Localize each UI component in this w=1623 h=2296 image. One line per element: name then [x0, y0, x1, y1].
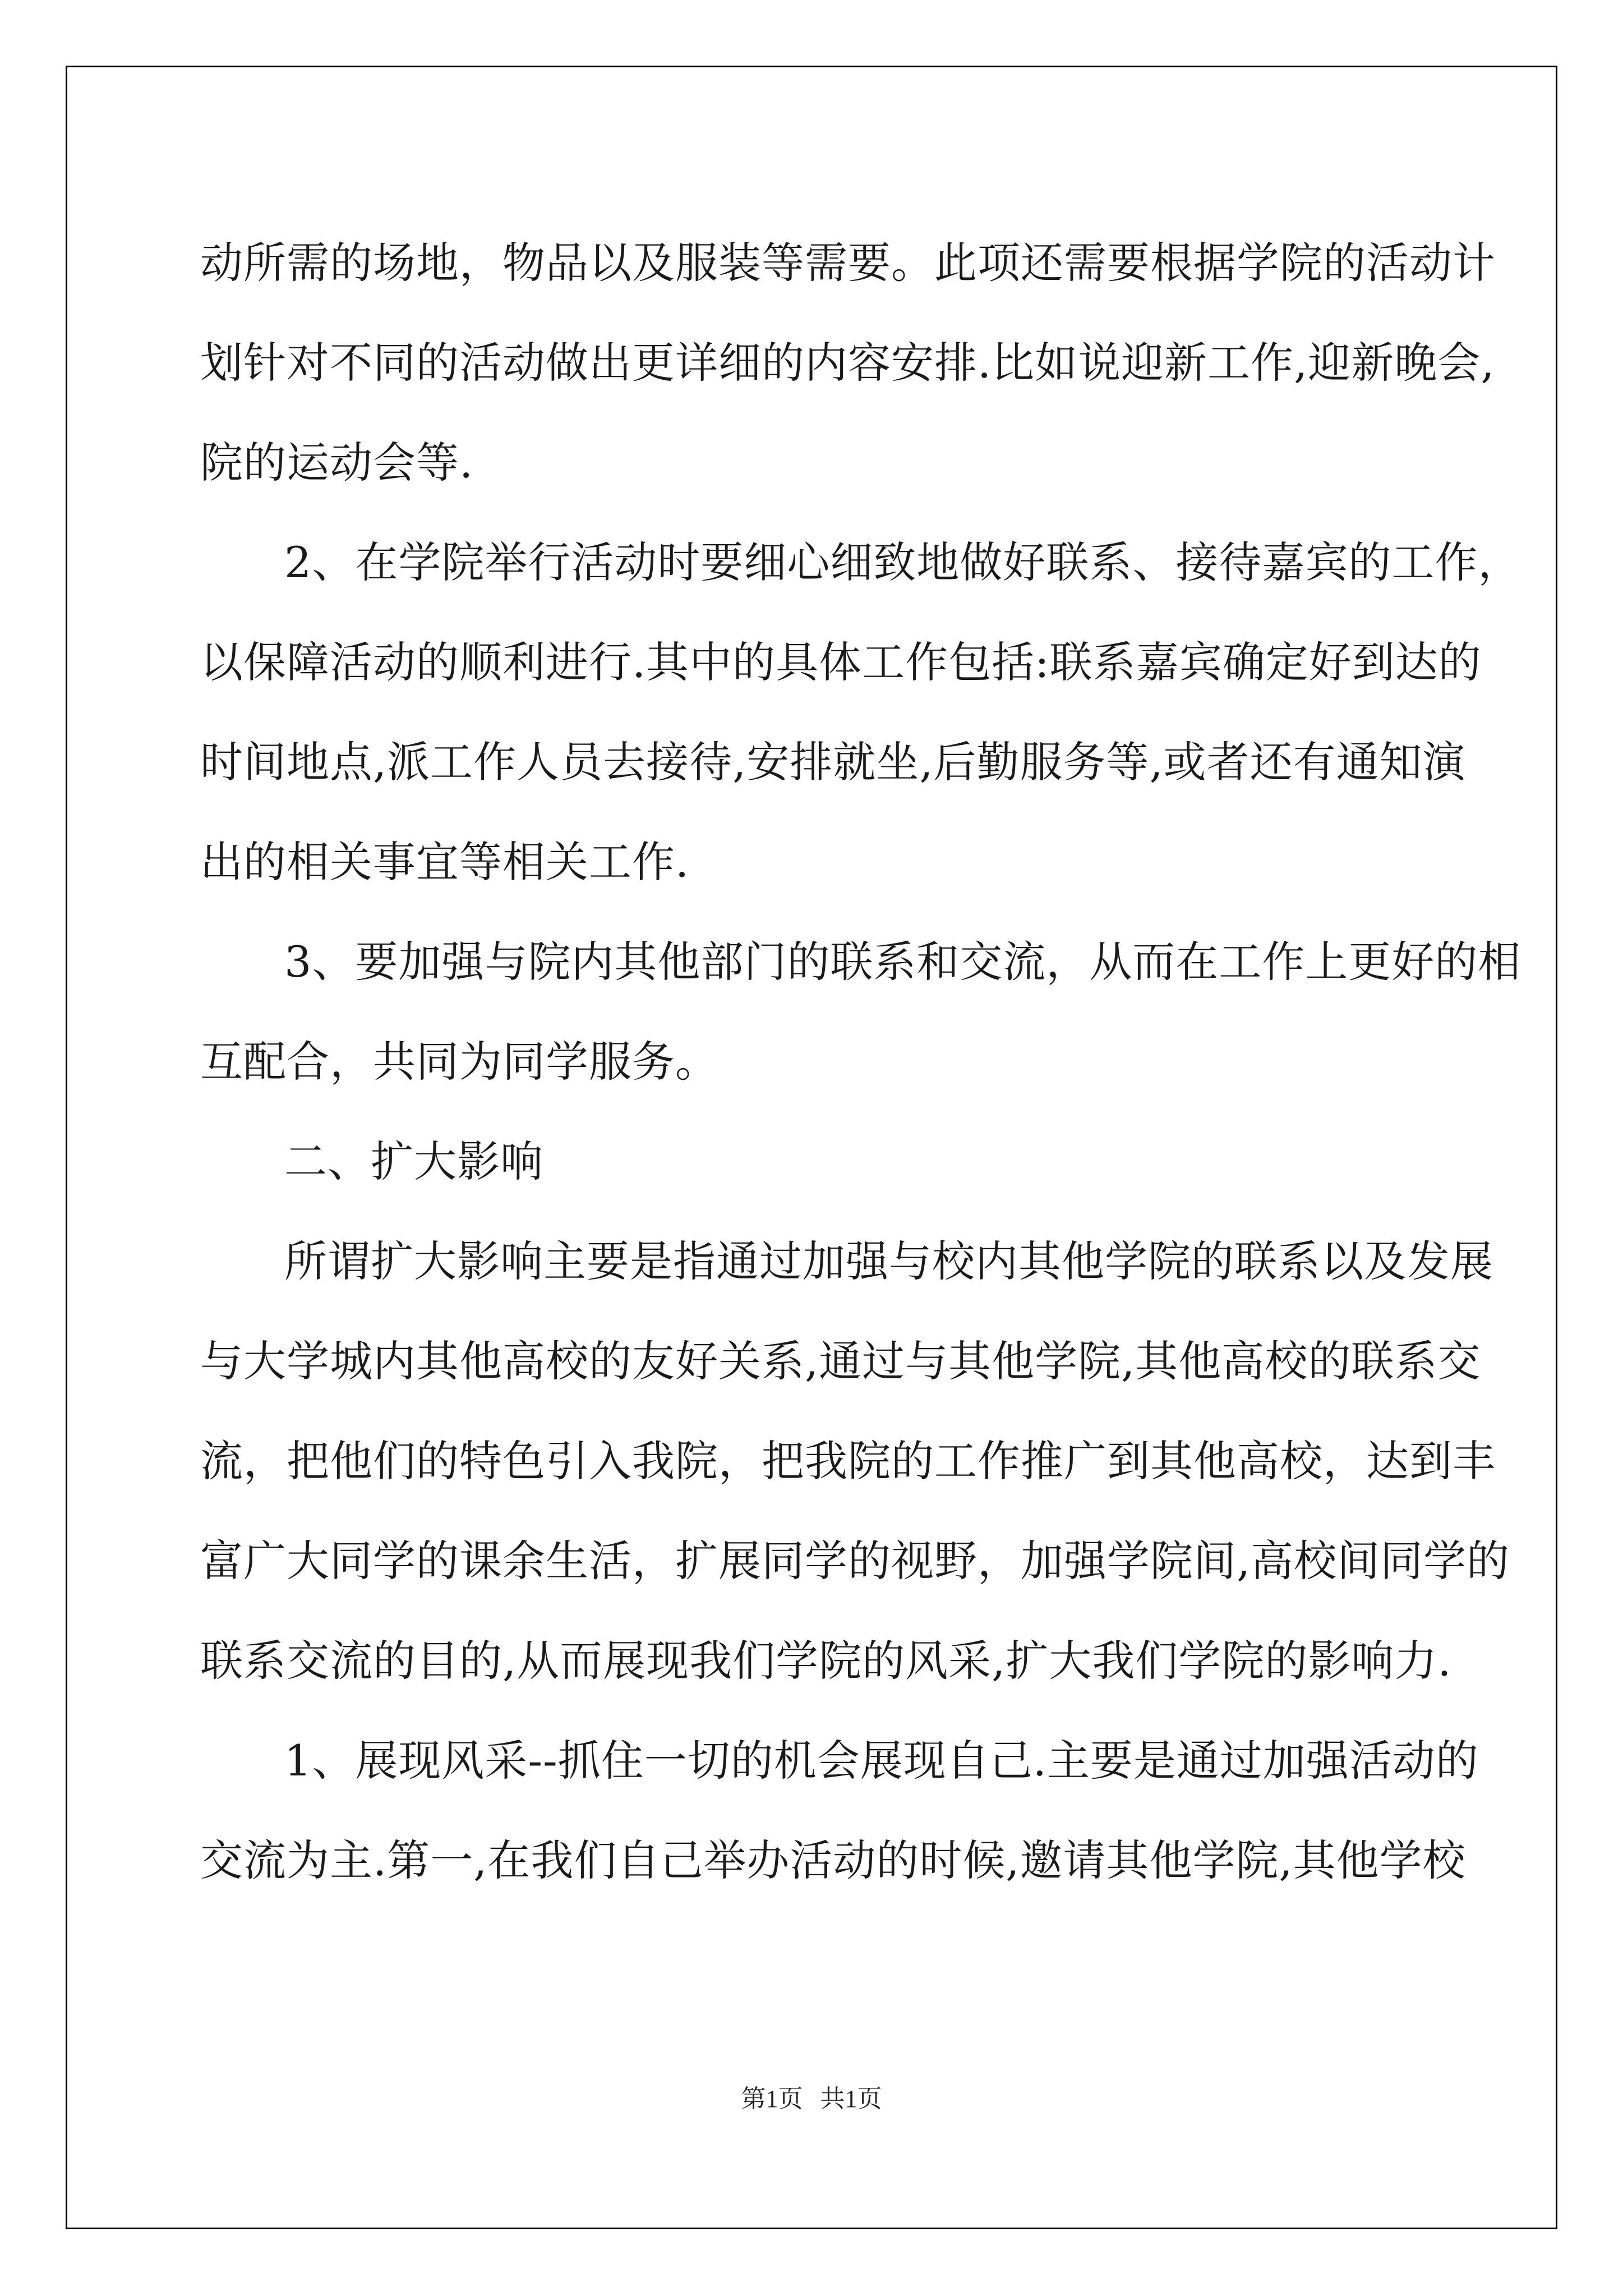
page-number: 第1页 — [741, 2085, 803, 2113]
page-footer — [0, 2078, 1623, 2114]
text-line: 与大学城内其他高校的友好关系,通过与其他学院,其他高校的联系交 — [200, 1336, 1481, 1386]
text-line: 所谓扩大影响主要是指通过加强与校内其他学院的联系以及发展 — [284, 1236, 1493, 1286]
text-line: 院的运动会等. — [200, 438, 474, 487]
text-line: 3、要加强与院内其他部门的联系和交流，从而在工作上更好的相 — [284, 937, 1521, 987]
text-line: 出的相关事宜等相关工作. — [200, 837, 690, 887]
text-line: 时间地点,派工作人员去接待,安排就坐,后勤服务等,或者还有通知演 — [200, 737, 1466, 787]
text-line: 流，把他们的特色引入我院，把我院的工作推广到其他高校，达到丰 — [200, 1436, 1496, 1486]
text-line: 联系交流的目的,从而展现我们学院的风采,扩大我们学院的影响力. — [200, 1636, 1452, 1686]
text-line: 以保障活动的顺利进行.其中的具体工作包括:联系嘉宾确定好到达的 — [200, 637, 1482, 687]
page-total: 共1页 — [820, 2085, 882, 2113]
section-heading: 二、扩大影响 — [284, 1137, 543, 1186]
text-line: 富广大同学的课余生活，扩展同学的视野，加强学院间,高校间同学的 — [200, 1536, 1510, 1586]
text-line: 动所需的场地，物品以及服装等需要。此项还需要根据学院的活动计 — [200, 238, 1496, 288]
text-line: 交流为主.第一,在我们自己举办活动的时候,邀请其他学院,其他学校 — [200, 1835, 1466, 1885]
text-line: 划针对不同的活动做出更详细的内容安排.比如说迎新工作,迎新晚会, — [200, 338, 1495, 388]
text-line: 2、在学院举行活动时要细心细致地做好联系、接待嘉宾的工作， — [284, 537, 1521, 587]
text-line: 1、展现风采--抓住一切的机会展现自己.主要是通过加强活动的 — [284, 1736, 1479, 1786]
document-body — [200, 213, 1521, 1911]
text-line: 互配合，共同为同学服务。 — [200, 1037, 718, 1087]
